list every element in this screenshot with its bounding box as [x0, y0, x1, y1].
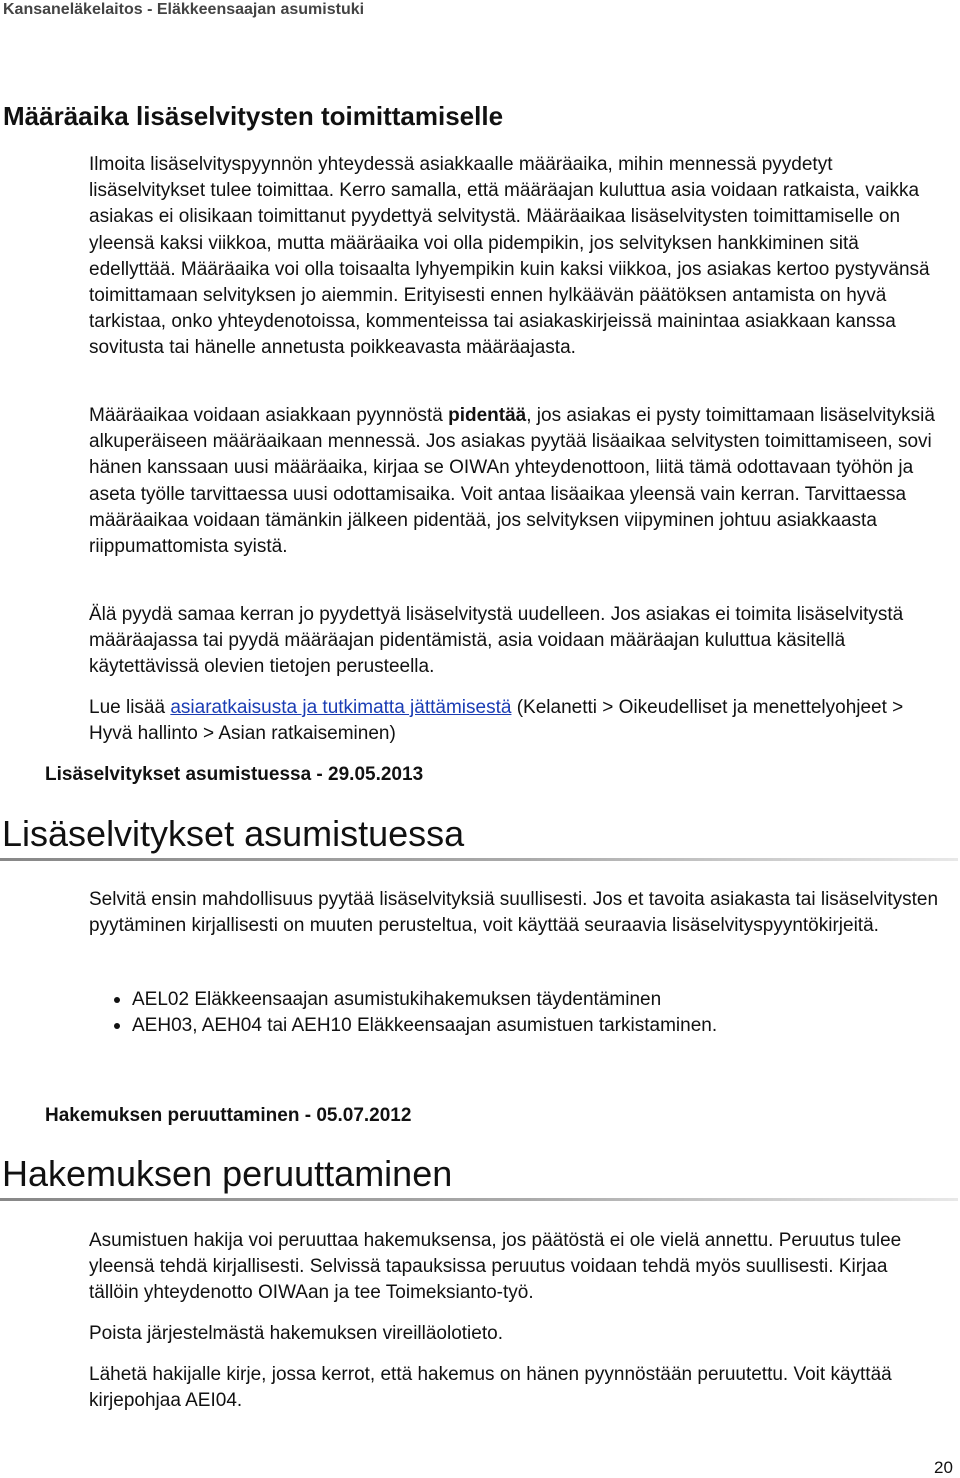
- running-header: Kansaneläkelaitos - Eläkkeensaajan asumistuki: [3, 1, 365, 18]
- title-underline: [0, 858, 958, 861]
- paragraph-lisaselvitykset-intro: Selvitä ensin mahdollisuus pyytää lisäselvityksiä suullisesti. Jos et tavoita asiakasta tai lisäselvitysten pyytäminen kirjallisesti on muuten perusteltua, voit käyttää seuraavia lisäselvityspyyntökirjeitä.: [89, 889, 939, 937]
- paragraph-no-repeat-request: Älä pyydä samaa kerran jo pyydettyä lisäselvitystä uudelleen. Jos asiakas ei toimita lisäselvitystä määräajassa tai pyydä määräajan pidentämistä, asia voidaan määräajan kuluttua käsitellä käytettävissä olevien tietojen perusteella.: [89, 604, 904, 678]
- page-number: 20: [934, 1458, 953, 1477]
- text-run: , jos asiakas ei pysty toimittamaan lisäselvityksiä alkuperäiseen määräaikaan mennessä. Jos asiakas pyytää lisäaikaa selvitysten toimittamiseen, sovi hänen kanssaan uusi määräaika, kirjaa se OIWAn yhteydenottoon, liitä tämä odottavaan työhön ja aseta työlle tarvittaessa uusi odottamisaika. Voit antaa lisäaikaa yleensä vain kerran. Tarvittaessa määräaikaa voidaan tämänkin jälkeen pidentää, jos selvityksen viipyminen johtuu asiakkaasta riippumattomista syistä.: [89, 405, 935, 558]
- text-run: Määräaikaa voidaan asiakkaan pyynnöstä: [89, 405, 449, 426]
- subheading-lisaselvitykset: Lisäselvitykset asumistuessa - 29.05.2013: [45, 764, 424, 785]
- text-run: (Kelanetti > Oikeudelliset ja menettelyohjeet > Hyvä hallinto > Asian ratkaiseminen): [89, 697, 904, 745]
- link-asiaratkaisu[interactable]: asiaratkaisusta ja tutkimatta jättämisestä: [170, 697, 512, 718]
- title-underline: [0, 1198, 958, 1201]
- bullet-icon: [114, 1023, 120, 1029]
- paragraph-peruuttaminen-intro: Asumistuen hakija voi peruuttaa hakemuksensa, jos päätöstä ei ole vielä annettu. Peruutus tulee yleensä tehdä kirjallisesti. Selvissä tapauksissa peruutus voidaan tehdä myös suullisesti. Kirjaa tällöin yhteydenotto OIWAan ja tee Toimeksianto-työ.: [89, 1230, 902, 1304]
- paragraph-read-more: [89, 695, 939, 747]
- section-title-deadline: Määräaika lisäselvitysten toimittamiselle: [3, 101, 504, 131]
- paragraph-deadline-intro: Ilmoita lisäselvityspyynnön yhteydessä asiakkaalle määräaika, mihin mennessä pyydetyt lisäselvitykset tulee toimittaa. Kerro samalla, että määräajan kuluttua asia voidaan ratkaista, vaikka asiakas ei olisikaan toimittanut pyydettyä selvitystä. Määräaikaa lisäselvitysten toimittamiselle on yleensä kaksi viikkoa, mutta määräaika voi olla pidempikin, jos selvityksen hankkiminen sitä edellyttää. Määräaika voi olla toisaalta lyhyempikin kuin kaksi viikkoa, jos asiakas kertoo pystyvänsä toimittamaan selvityksen jo aiemmin. Erityisesti ennen hylkäävän päätöksen antamista on hyvä tarkistaa, onko yhteydenotoissa, kommenteissa tai asiakaskirjeissä mainintaa asiakkaan kanssa sovitusta tai hänelle annetusta poikkeavasta määräajasta.: [89, 154, 930, 359]
- paragraph-send-letter: Lähetä hakijalle kirje, jossa kerrot, että hakemus on hänen pyynnöstään peruutettu. Voit käyttää kirjepohjaa AEI04.: [89, 1364, 892, 1412]
- paragraph-remove-pending: Poista järjestelmästä hakemuksen vireilläolotieto.: [89, 1323, 503, 1344]
- bold-emphasis: pidentää: [448, 405, 527, 426]
- bullet-icon: [114, 997, 120, 1003]
- text-run: Lue lisää: [89, 697, 171, 718]
- paragraph-deadline-extension: [89, 403, 939, 560]
- list-item: [89, 987, 717, 1013]
- page-title-peruuttaminen: Hakemuksen peruuttaminen: [2, 1153, 453, 1194]
- subheading-peruuttaminen: Hakemuksen peruuttaminen - 05.07.2012: [45, 1105, 412, 1126]
- list-item-text: AEL02 Eläkkeensaajan asumistukihakemuksen täydentäminen: [132, 989, 662, 1010]
- list-item: [89, 1013, 717, 1039]
- letter-list: [89, 987, 717, 1039]
- page-title-lisaselvitykset: Lisäselvitykset asumistuessa: [2, 813, 465, 854]
- list-item-text: AEH03, AEH04 tai AEH10 Eläkkeensaajan asumistuen tarkistaminen.: [132, 1015, 718, 1037]
